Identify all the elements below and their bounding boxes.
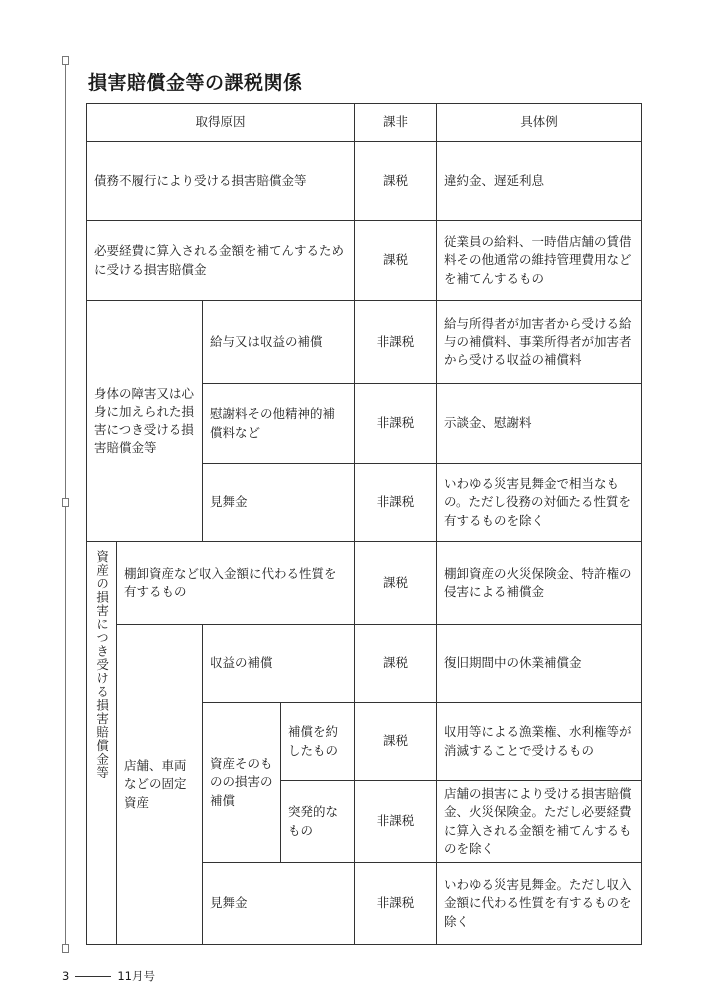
cause-cell: 突発的なもの [281,781,355,863]
page-number: 3 [62,969,70,983]
example-cell: 示談金、慰謝料 [437,384,642,464]
example-cell: 棚卸資産の火災保険金、特許権の侵害による補償金 [437,542,642,625]
page-title: 損害賠償金等の課税関係 [88,72,303,94]
header-example: 具体例 [437,104,642,142]
table-row [87,625,642,703]
cause-cell: 収益の補償 [203,625,355,703]
page-footer [62,968,155,984]
example-cell: いわゆる災害見舞金で相当なもの。ただし役務の対価たる性質を有するものを除く [437,464,642,542]
cause-cell: 補償を約したもの [281,703,355,781]
cause-cell: 見舞金 [203,464,355,542]
taxable-cell: 非課税 [355,863,437,945]
taxable-cell: 非課税 [355,464,437,542]
example-cell: 従業員の給料、一時借店舗の賃借料その他通常の維持管理費用などを補てんするもの [437,221,642,301]
table-row [87,542,642,625]
taxable-cell: 課税 [355,142,437,221]
issue-label: 11月号 [117,969,155,983]
table-row [87,142,642,221]
table-row [87,301,642,384]
example-cell: 収用等による漁業権、水利権等が消滅することで受けるもの [437,703,642,781]
example-cell: いわゆる災害見舞金。ただし収入金額に代わる性質を有するものを除く [437,863,642,945]
taxable-cell: 課税 [355,625,437,703]
cause-cell: 債務不履行により受ける損害賠償金等 [87,142,355,221]
cause-cell: 必要経費に算入される金額を補てんするために受ける損害賠償金 [87,221,355,301]
asset-group-label-text: 資産の損害につき受ける損害賠償金等 [94,550,110,780]
taxable-cell: 課税 [355,221,437,301]
cause-cell: 給与又は収益の補償 [203,301,355,384]
taxable-cell: 非課税 [355,781,437,863]
cause-cell: 見舞金 [203,863,355,945]
footer-dash [75,976,111,977]
header-cause: 取得原因 [87,104,355,142]
taxable-cell: 課税 [355,703,437,781]
binding-mark [62,56,69,65]
header-row [87,104,642,142]
cause-cell: 棚卸資産など収入金額に代わる性質を有するもの [117,542,355,625]
tax-table [86,103,642,945]
asset-group-label [87,542,117,945]
example-cell: 給与所得者が加害者から受ける給与の補償料、事業所得者が加害者から受ける収益の補償料 [437,301,642,384]
fixed-asset-label: 店舗、車両などの固定資産 [117,625,203,945]
asset-damage-label: 資産そのものの損害の補償 [203,703,281,863]
body-group-label: 身体の障害又は心身に加えられた損害につき受ける損害賠償金等 [87,301,203,542]
example-cell: 違約金、遅延利息 [437,142,642,221]
cause-cell: 慰謝料その他精神的補償料など [203,384,355,464]
example-cell: 復旧期間中の休業補償金 [437,625,642,703]
taxable-cell: 非課税 [355,384,437,464]
binding-mark [62,944,69,953]
taxable-cell: 非課税 [355,301,437,384]
taxable-cell: 課税 [355,542,437,625]
example-cell: 店舗の損害により受ける損害賠償金、火災保険金。ただし必要経費に算入される金額を補てんするものを除く [437,781,642,863]
header-taxable: 課非 [355,104,437,142]
table-row [87,221,642,301]
binding-mark [62,498,69,507]
